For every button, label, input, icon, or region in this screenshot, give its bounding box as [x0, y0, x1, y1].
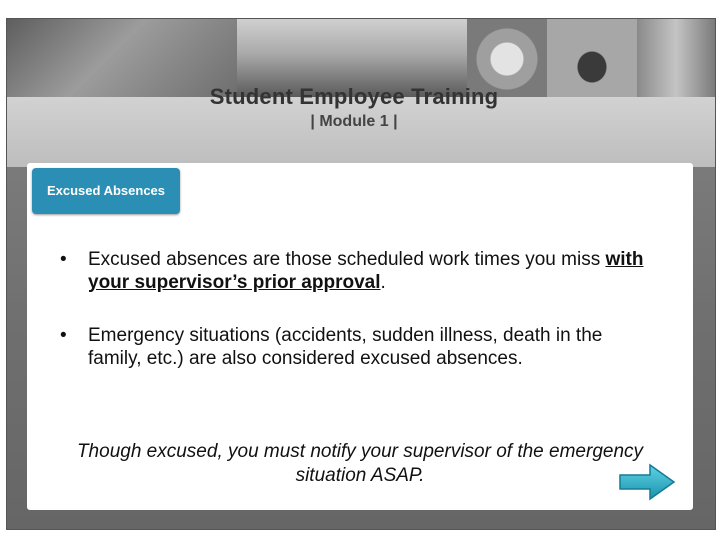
bullet-dot-icon: • [60, 325, 67, 346]
bullet-item [60, 248, 660, 294]
bullet-emphasis: with your supervisor’s prior approval [88, 249, 644, 293]
bullet-text: Excused absences are those scheduled work times you miss [88, 249, 606, 270]
arrow-right-icon[interactable] [618, 463, 676, 501]
module-label: | Module 1 | [310, 113, 398, 130]
bullet-text-end: . [380, 272, 386, 293]
bullet-text: Emergency situations (accidents, sudden illness, death in the family, etc.) are also considered excused absences. [88, 325, 603, 369]
bullet-item [60, 324, 660, 370]
note-text: Though excused, you must notify your supervisor of the emergency situation ASAP. [76, 441, 644, 486]
slide-title: Student Employee Training [209, 84, 499, 109]
bullet-dot-icon: • [60, 249, 67, 270]
bullet-list [60, 248, 660, 400]
section-tab: Excused Absences [32, 168, 180, 214]
